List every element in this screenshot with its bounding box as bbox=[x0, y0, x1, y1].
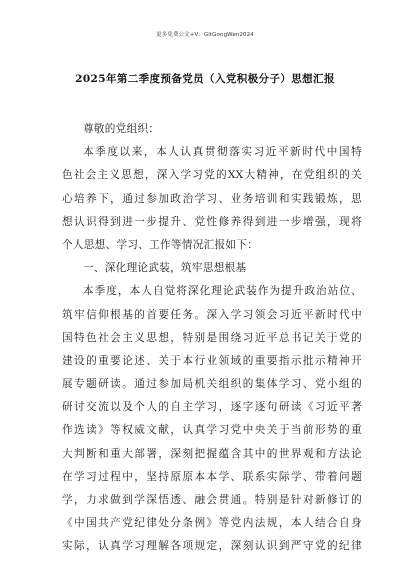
body-line: 研讨交流以及个人的自主学习，逐字逐句研读《习近平著 bbox=[62, 401, 362, 414]
section-heading: 一、深化理论武装，筑牢思想根基 bbox=[83, 262, 247, 275]
body-line: 心培养下，通过参加政治学习、业务培训和实践锻炼，思 bbox=[62, 192, 362, 205]
body-line: 想认识得到进一步提升、党性修养得到进一步增强，现将 bbox=[62, 215, 362, 228]
body-line: 实际，认真学习理解各项规定，深刻认识到严守党的纪律 bbox=[62, 540, 362, 553]
body-line: 个人思想、学习、工作等情况汇报如下： bbox=[62, 238, 259, 251]
body-line: 学，力求做到学深悟透、融会贯通。特别是针对新修订的 bbox=[62, 494, 362, 506]
document-body bbox=[62, 118, 362, 559]
body-line: 大判断和重大部署，深刻把握蕴含其中的世界观和方法论 bbox=[62, 447, 362, 460]
document-title: 2025年第二季度预备党员（入党积极分子）思想汇报 bbox=[75, 73, 335, 85]
body-lines bbox=[62, 141, 362, 558]
salutation: 尊敬的党组织： bbox=[83, 123, 160, 135]
body-line: 展专题研读。通过参加局机关组织的集体学习、党小组的 bbox=[62, 378, 362, 391]
body-line: 本季度，本人自觉将深化理论武装作为提升政治站位、 bbox=[83, 285, 362, 298]
body-line: 建设的重要论述、关于本行业领域的重要指示批示精神开 bbox=[62, 354, 362, 367]
header-note: 更多免费公文+V：GitGongWen2024 bbox=[156, 32, 254, 38]
body-line: 国特色社会主义思想，特别是围绕习近平总书记关于党的 bbox=[62, 331, 362, 344]
body-line: 筑牢信仰根基的首要任务。深入学习领会习近平新时代中 bbox=[62, 308, 362, 321]
body-line: 本季度以来，本人认真贯彻落实习近平新时代中国特 bbox=[83, 146, 362, 159]
body-line: 作选读》等权威文献，认真学习党中央关于当前形势的重 bbox=[62, 424, 362, 437]
body-line: 《中国共产党纪律处分条例》等党内法规，本人结合自身 bbox=[62, 517, 362, 530]
body-line: 色社会主义思想，深入学习党的XX大精神，在党组织的关 bbox=[62, 169, 362, 182]
body-line: 在学习过程中，坚持原原本本学、联系实际学、带着问题 bbox=[62, 470, 362, 483]
